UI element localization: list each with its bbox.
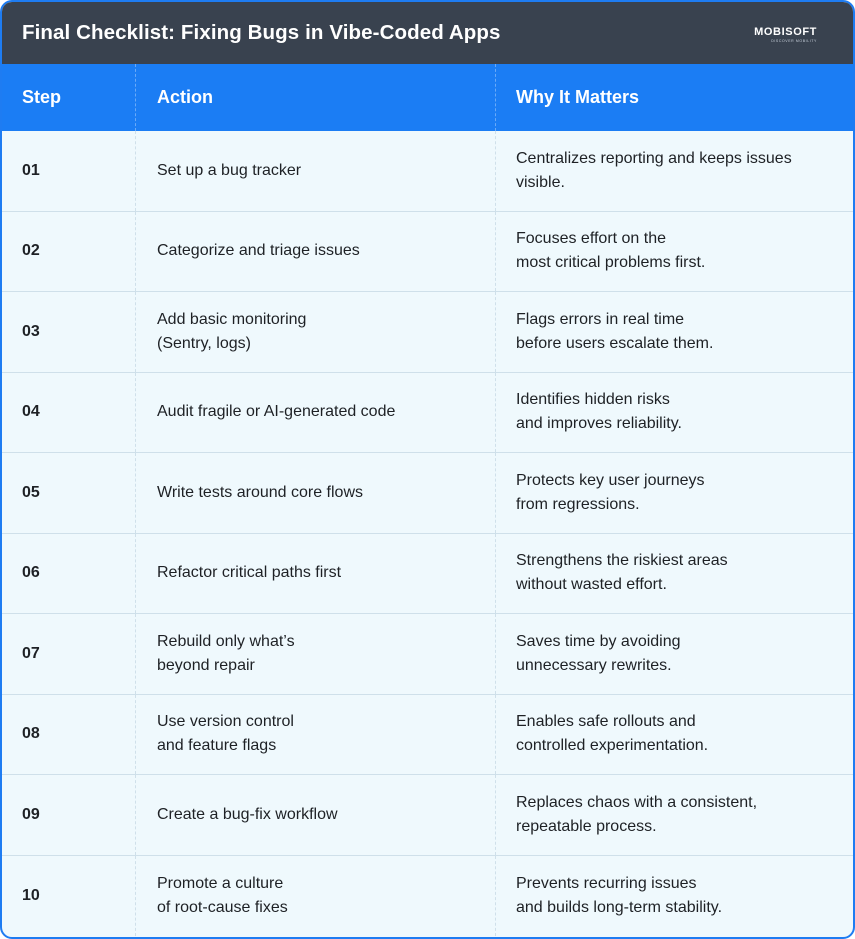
why-cell: Focuses effort on the most critical problems first. xyxy=(516,230,706,272)
action-cell: Create a bug-fix workflow xyxy=(136,775,496,855)
table-header xyxy=(2,64,853,131)
why-cell: Prevents recurring issues and builds long-term stability. xyxy=(516,874,723,916)
why-cell: Replaces chaos with a consistent, repeatable process. xyxy=(516,793,758,835)
why-cell: Saves time by avoiding unnecessary rewrites. xyxy=(516,632,681,674)
step-cell: 07 xyxy=(2,614,136,694)
why-cell: Identifies hidden risks and improves reliability. xyxy=(516,391,682,433)
table-row xyxy=(2,856,853,937)
action-cell: Promote a culture of root-cause fixes xyxy=(136,856,496,937)
step-cell: 04 xyxy=(2,373,136,453)
action-cell: Add basic monitoring (Sentry, logs) xyxy=(136,292,496,372)
mobisoft-logo xyxy=(754,26,817,43)
header-step: Step xyxy=(2,64,136,131)
table-row xyxy=(2,292,853,373)
action-cell: Rebuild only what’s beyond repair xyxy=(136,614,496,694)
table-row xyxy=(2,373,853,454)
table-row xyxy=(2,212,853,293)
table-row xyxy=(2,131,853,212)
title-bar xyxy=(2,2,853,64)
action-cell: Refactor critical paths first xyxy=(136,534,496,614)
why-cell: Flags errors in real time before users escalate them. xyxy=(516,310,714,352)
header-action: Action xyxy=(136,64,496,131)
action-cell: Use version control and feature flags xyxy=(136,695,496,775)
table-row xyxy=(2,614,853,695)
action-cell: Write tests around core flows xyxy=(136,453,496,533)
step-cell: 02 xyxy=(2,212,136,292)
step-cell: 09 xyxy=(2,775,136,855)
step-cell: 03 xyxy=(2,292,136,372)
table-row xyxy=(2,453,853,534)
table-row xyxy=(2,695,853,776)
table-row xyxy=(2,534,853,615)
why-cell: Strengthens the riskiest areas without wasted effort. xyxy=(516,552,728,594)
logo-wordmark: MOBISOFT xyxy=(754,25,817,38)
step-cell: 10 xyxy=(2,856,136,937)
table-body xyxy=(2,131,853,936)
why-cell: Enables safe rollouts and controlled experimentation. xyxy=(516,713,709,755)
page-title: Final Checklist: Fixing Bugs in Vibe-Coded Apps xyxy=(22,21,501,44)
header-why: Why It Matters xyxy=(516,87,640,107)
action-cell: Set up a bug tracker xyxy=(136,131,496,211)
step-cell: 05 xyxy=(2,453,136,533)
table-row xyxy=(2,775,853,856)
logo-tagline: DISCOVER MOBILITY xyxy=(771,38,817,43)
step-cell: 06 xyxy=(2,534,136,614)
step-cell: 08 xyxy=(2,695,136,775)
step-cell: 01 xyxy=(2,131,136,211)
action-cell: Categorize and triage issues xyxy=(136,212,496,292)
why-cell: Protects key user journeys from regressions. xyxy=(516,471,705,513)
action-cell: Audit fragile or AI-generated code xyxy=(136,373,496,453)
why-cell: Centralizes reporting and keeps issues visible. xyxy=(516,149,792,191)
